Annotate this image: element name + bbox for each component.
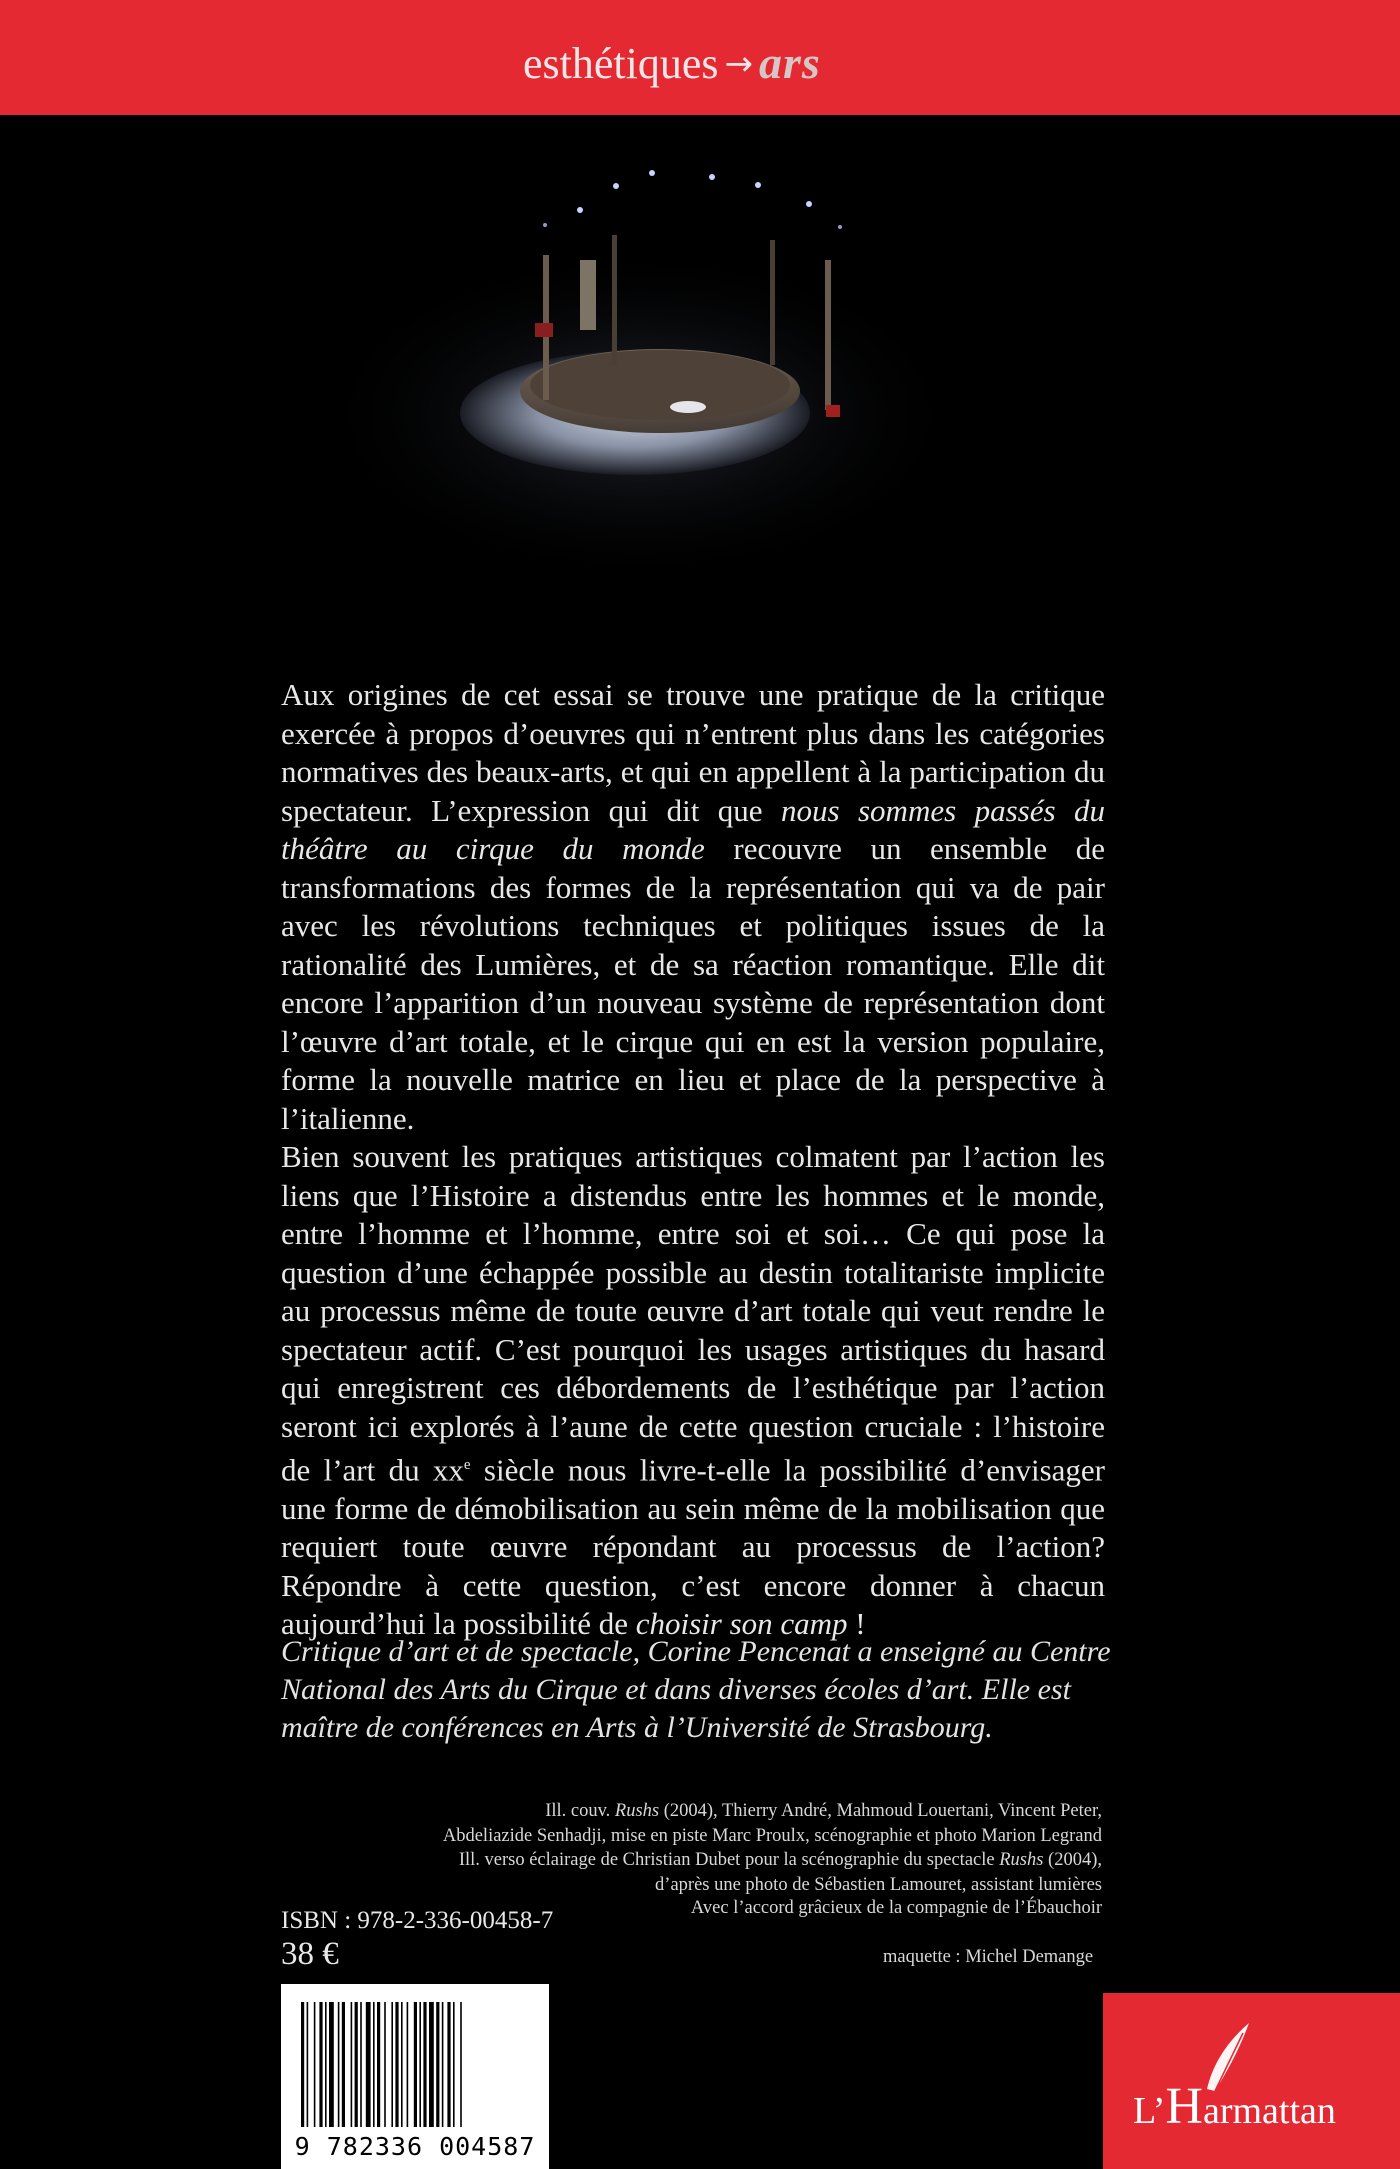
layout-credit: maquette : Michel Demange bbox=[883, 1947, 1094, 1967]
isbn: ISBN : 978-2-336-00458-7 bbox=[281, 1907, 554, 1934]
blurb-text: ! bbox=[847, 1606, 866, 1642]
blurb-text: siècle nous livre-t-elle la possibilité d’envisager une forme de démobilisation au sein même de la mobilisation que requiert toute œuvre répondant au processus de l’action? Répondre à cette question, c’est encore donner à chacun aujourd’hui la possibilité de bbox=[281, 1452, 1106, 1642]
barcode-bar bbox=[447, 2002, 450, 2127]
blurb-emphasis: nous sommes passés du théâtre au cirque du monde bbox=[281, 792, 1105, 866]
arrow-icon: → bbox=[724, 44, 754, 84]
barcode-bar bbox=[395, 2002, 398, 2127]
credit-line: d’après une photo de Sébastien Lamouret, assistant lumières bbox=[655, 1874, 1102, 1895]
barcode-bar bbox=[384, 2002, 386, 2127]
blurb-paragraph-1 bbox=[281, 676, 1105, 1138]
author-bio: Critique d’art et de spectacle, Corine Pencenat a enseigné au Centre National des Arts du Cirque et dans diverses écoles d’art. Elle est maître de conférences en Arts à l’Université de Strasbourg. bbox=[281, 1635, 1111, 1744]
credit-text: (2004), bbox=[1043, 1850, 1102, 1870]
century-superscript: e bbox=[463, 1457, 471, 1473]
barcode-bar bbox=[377, 2002, 380, 2127]
barcode-bar bbox=[429, 2002, 434, 2127]
series-sub: ars bbox=[759, 37, 821, 88]
century-numeral: xx bbox=[432, 1452, 464, 1488]
price: 38 € bbox=[281, 1936, 339, 1972]
barcode-bar bbox=[355, 2002, 358, 2127]
barcode-bar bbox=[307, 2002, 309, 2127]
barcode-bar bbox=[319, 2002, 322, 2127]
series-name: esthétiques bbox=[523, 39, 719, 88]
credit-text: (2004), Thierry André, Mahmoud Louertani, Vincent Peter, bbox=[659, 1801, 1102, 1821]
credit-title: Rushs bbox=[614, 1801, 660, 1821]
barcode-bar bbox=[366, 2002, 371, 2127]
agreement-note: Avec l’accord grâcieux de la compagnie de l’Ébauchoir bbox=[690, 1898, 1102, 1918]
publisher-rest: armattan bbox=[1202, 2090, 1336, 2132]
blurb bbox=[281, 676, 1105, 1644]
blurb-text: Aux origines de cet essai se trouve une pratique de la critique exercée à propos d’oeuvres qui n’entrent plus dans les catégories normatives des beaux-arts, et qui en appellent à la participation du spectateur. L’expression qui dit que bbox=[281, 677, 1105, 828]
blurb-paragraph-2 bbox=[281, 1138, 1105, 1644]
credit-line bbox=[342, 1848, 1102, 1873]
blurb-text: Bien souvent les pratiques artistiques colmatent par l’action les liens que l’Histoire a distendus entre les hommes et le monde, entre l’homme et l’homme, entre soi et soi… Ce qui pose la question d’une échappée possible au destin totalitariste implicite au processus même de toute œuvre d’art totale qui veut rendre le spectateur actif. C’est pourquoi les usages artistiques du hasard qui enregistrent ces débordements de l’esthétique par l’action seront ici explorés à l’aune de cette question cruciale : l’histoire de l’art du bbox=[281, 1139, 1105, 1488]
series-banner bbox=[0, 0, 1400, 115]
barcode bbox=[281, 1984, 549, 2169]
barcode-bar bbox=[414, 2002, 417, 2127]
barcode-bar bbox=[329, 2002, 334, 2127]
barcode-bar bbox=[373, 2002, 375, 2127]
barcode-bar bbox=[342, 2002, 345, 2127]
stage-photo bbox=[0, 115, 1400, 675]
barcode-bar bbox=[419, 2002, 421, 2127]
publisher-initial: H bbox=[1165, 2078, 1203, 2135]
barcode-bar bbox=[301, 2002, 304, 2127]
blurb-text: recouvre un ensemble de transformations des formes de la représentation qui va de pair avec les révolutions techniques et politiques issues de la rationalité des Lumières, et de sa réaction romantique. Elle dit encore l’apparition d’un nouveau système de représentation dont l’œuvre d’art totale, et le cirque qui en est la version populaire, forme la nouvelle matrice en lieu et place de la perspective à l’italienne. bbox=[281, 831, 1105, 1136]
series-title bbox=[523, 36, 821, 96]
barcode-bar bbox=[360, 2002, 362, 2127]
credit-text: Ill. verso éclairage de Christian Dubet pour la scénographie du spectacle bbox=[458, 1850, 1000, 1870]
barcode-bar bbox=[407, 2002, 409, 2127]
barcode-bar bbox=[401, 2002, 403, 2127]
barcode-bar bbox=[453, 2002, 455, 2127]
credit-line bbox=[342, 1799, 1102, 1824]
barcode-bar bbox=[460, 2002, 462, 2127]
barcode-bar bbox=[436, 2002, 439, 2127]
barcode-bar bbox=[338, 2002, 340, 2127]
barcode-bar bbox=[442, 2002, 444, 2127]
barcode-digits: 9 782336 004587 bbox=[294, 2132, 536, 2161]
credit-text: Ill. couv. bbox=[545, 1801, 615, 1821]
credit-line: Abdeliazide Senhadji, mise en piste Marc Proulx, scénographie et photo Marion Legrand bbox=[442, 1825, 1102, 1846]
barcode-bar bbox=[423, 2002, 426, 2127]
credit-title: Rushs bbox=[999, 1850, 1044, 1870]
barcode-bar bbox=[325, 2002, 327, 2127]
blurb-emphasis: choisir son camp bbox=[635, 1606, 848, 1642]
publisher-prefix: L’ bbox=[1133, 2090, 1166, 2132]
barcode-bar bbox=[391, 2002, 393, 2127]
barcode-bar bbox=[351, 2002, 353, 2127]
publisher-logo bbox=[1103, 1993, 1400, 2169]
image-credits bbox=[342, 1799, 1102, 1897]
barcode-bar bbox=[314, 2002, 316, 2127]
publisher-name bbox=[1133, 2077, 1336, 2136]
